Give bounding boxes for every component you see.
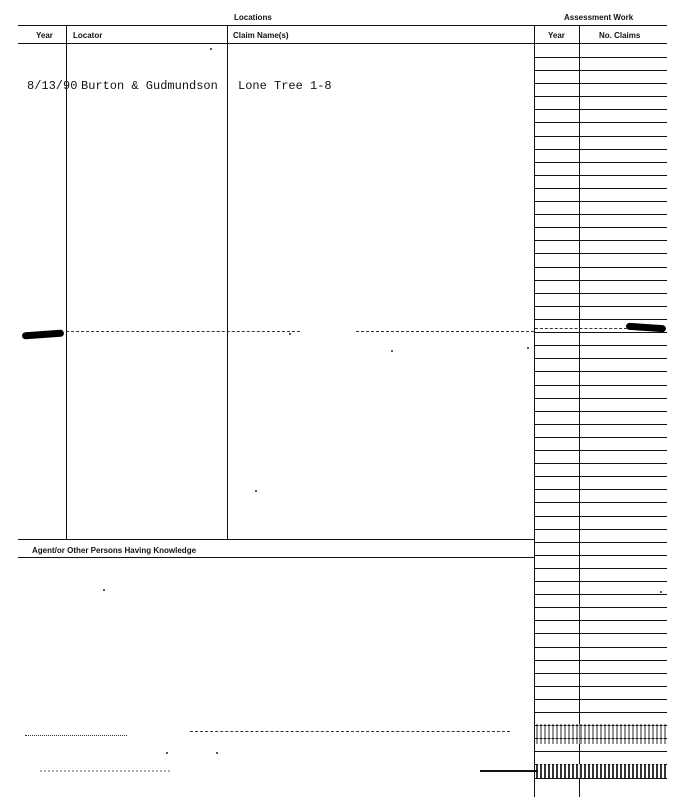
assessment-row-rule xyxy=(535,227,667,228)
assessment-row-rule xyxy=(535,778,667,779)
assessment-row-rule xyxy=(535,57,667,58)
assessment-row-rule xyxy=(535,70,667,71)
assessment-row-rule xyxy=(535,188,667,189)
assessment-row-rule xyxy=(535,594,667,595)
assessment-row-rule xyxy=(535,162,667,163)
locations-header: Locations xyxy=(234,13,272,22)
assessment-row-rule xyxy=(535,620,667,621)
agent-section-label: Agent/or Other Persons Having Knowledge xyxy=(32,546,197,555)
assessment-row-rule xyxy=(535,529,667,530)
assessment-row-rule xyxy=(535,607,667,608)
assessment-work-rows xyxy=(535,0,667,808)
no-claims-column-header: No. Claims xyxy=(599,31,641,40)
scan-speck xyxy=(255,490,257,492)
scan-speck xyxy=(527,347,529,349)
assessment-row-rule xyxy=(535,751,667,752)
agent-section-label-rule xyxy=(18,557,534,558)
assessment-row-rule xyxy=(535,673,667,674)
assessment-row-rule xyxy=(535,201,667,202)
assessment-row-rule xyxy=(535,502,667,503)
bottom-faded-rule-right xyxy=(190,731,510,732)
assessment-row-rule xyxy=(535,280,667,281)
assessment-row-rule xyxy=(535,450,667,451)
scan-speck xyxy=(391,350,393,352)
assessment-row-rule xyxy=(535,686,667,687)
scan-noise-block xyxy=(536,724,666,744)
assessment-row-rule xyxy=(535,175,667,176)
assessment-row-rule xyxy=(535,385,667,386)
assessment-row-rule xyxy=(535,345,667,346)
assessment-row-rule xyxy=(535,267,667,268)
assessment-row-rule xyxy=(535,253,667,254)
assessment-row-rule xyxy=(535,214,667,215)
assessment-row-rule xyxy=(535,240,667,241)
assessment-row-rule xyxy=(535,398,667,399)
assessment-row-rule xyxy=(535,633,667,634)
scan-speck xyxy=(210,48,212,50)
assessment-row-rule xyxy=(535,581,667,582)
assessment-row-rule xyxy=(535,712,667,713)
assessment-row-rule xyxy=(535,489,667,490)
assessment-row-rule xyxy=(535,371,667,372)
entry-locator: Burton & Gudmundson xyxy=(81,79,218,93)
assessment-row-rule xyxy=(535,136,667,137)
assessment-row-rule xyxy=(535,555,667,556)
locator-column-header: Locator xyxy=(73,31,103,40)
assessment-row-rule xyxy=(535,109,667,110)
agent-section-top-rule xyxy=(18,539,534,540)
assessment-row-rule xyxy=(535,358,667,359)
page-break-dash-middle xyxy=(356,331,534,332)
assessment-row-rule xyxy=(535,476,667,477)
assessment-row-rule xyxy=(535,660,667,661)
locator-claim-divider xyxy=(227,25,228,539)
assessment-work-header: Assessment Work xyxy=(564,13,634,22)
scan-speck xyxy=(103,589,105,591)
assessment-row-rule xyxy=(535,96,667,97)
scan-speck xyxy=(166,752,168,754)
scan-noise-block xyxy=(536,764,666,778)
assessment-row-rule xyxy=(535,699,667,700)
assessment-year-column-header: Year xyxy=(548,31,565,40)
assessment-row-rule xyxy=(535,293,667,294)
bottom-faded-rule-left xyxy=(25,735,127,736)
assessment-row-rule xyxy=(535,437,667,438)
claim-names-column-header: Claim Name(s) xyxy=(233,31,289,40)
assessment-row-rule xyxy=(535,411,667,412)
assessment-row-rule xyxy=(535,516,667,517)
scan-speck xyxy=(660,591,662,593)
scan-speck xyxy=(289,333,291,335)
assessment-row-rule xyxy=(535,424,667,425)
bottom-heavy-rule xyxy=(480,770,538,772)
left-binding-mark xyxy=(22,330,64,340)
assessment-row-rule xyxy=(535,149,667,150)
year-column-header: Year xyxy=(36,31,53,40)
scan-speck xyxy=(216,752,218,754)
scan-noise-trace xyxy=(40,770,170,772)
assessment-row-rule xyxy=(535,306,667,307)
assessment-row-rule xyxy=(535,542,667,543)
page-break-dash-left xyxy=(66,331,300,332)
assessment-row-rule xyxy=(535,122,667,123)
assessment-row-rule xyxy=(535,647,667,648)
assessment-row-rule xyxy=(535,568,667,569)
assessment-row-rule xyxy=(535,332,667,333)
assessment-row-rule xyxy=(535,463,667,464)
assessment-row-rule xyxy=(535,83,667,84)
entry-claim-name: Lone Tree 1-8 xyxy=(238,79,332,93)
year-locator-divider xyxy=(66,25,67,539)
entry-year: 8/13/90 xyxy=(27,79,78,93)
assessment-row-rule xyxy=(535,319,667,320)
